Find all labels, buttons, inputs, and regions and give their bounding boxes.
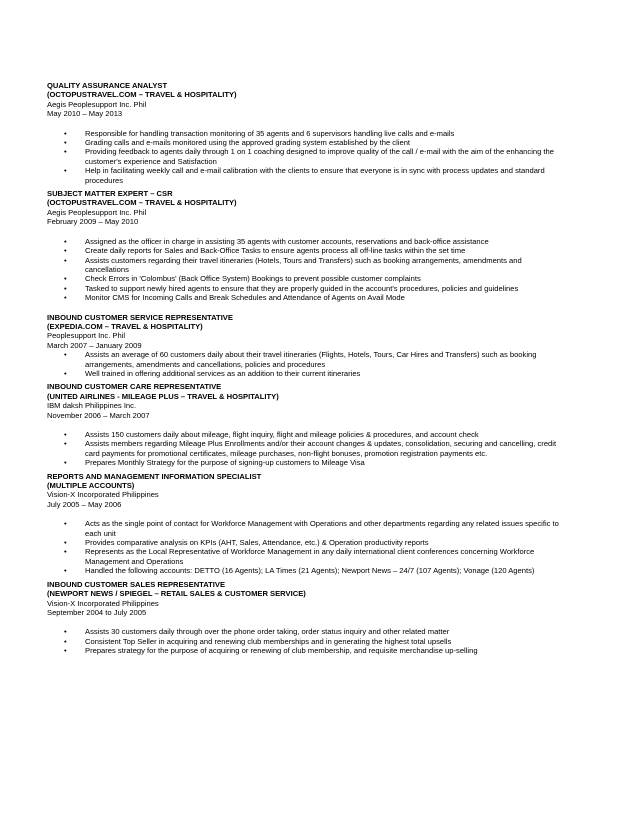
- job-account: (OCTOPUSTRAVEL.COM – TRAVEL & HOSPITALITY): [47, 90, 237, 100]
- job-entry-reports-mis: [47, 472, 567, 576]
- job-company: Vision-X Incorporated Philippines: [47, 490, 159, 500]
- bullet-item: • Assigned as the officer in charge in assisting 35 agents with customer accounts, reservations and back-office assistance: [47, 237, 567, 246]
- job-dates: July 2005 – May 2006: [47, 499, 122, 509]
- job-entry-customer-sales: [47, 580, 567, 656]
- bullet-item: • Assists members regarding Mileage Plus Enrollments and/or their account changes & updates, consolidation, securing and cancelling, credit card payments for promotional certificates, mileage purchases, non-flight bonuses, promotion registration payments etc.: [47, 439, 567, 458]
- bullet-item: • Assists an average of 60 customers daily about their travel itineraries (Flights, Hotels, Tours, Car Hires and Transfers) such as booking arrangements, amendments and cancellations, policies and procedures: [47, 350, 567, 369]
- job-account: (MULTIPLE ACCOUNTS): [47, 481, 135, 491]
- job-entry-qa-analyst: [47, 81, 567, 185]
- bullet-item: • Providing feedback to agents daily through 1 on 1 coaching designed to improve quality of the call / e-mail with the aim of the enhancing the customer's experience and Satisfaction: [47, 147, 567, 166]
- bullet-item: • Assists 30 customers daily through over the phone order taking, order status inquiry and other related matter: [47, 627, 567, 636]
- job-entry-customer-care: [47, 382, 567, 467]
- bullet-item: • Grading calls and e-mails monitored using the approved grading system established by the client: [47, 138, 567, 147]
- job-title: SUBJECT MATTER EXPERT – CSR: [47, 189, 173, 199]
- job-title: INBOUND CUSTOMER SERVICE REPRESENTATIVE: [47, 312, 233, 322]
- bullet-item: • Help in facilitating weekly call and e-mail calibration with the clients to ensure that everyone is in sync with process updates and standard procedures: [47, 166, 567, 185]
- bullet-item: • Check Errors in 'Colombus' (Back Office System) Bookings to prevent possible customer complaints: [47, 274, 567, 283]
- job-dates: September 2004 to July 2005: [47, 607, 147, 617]
- job-bullets: [47, 519, 567, 575]
- bullet-item: • Represents as the Local Representative of Workforce Management in any daily international client conferences concerning Workforce Management and Operations: [47, 547, 567, 566]
- job-bullets: [47, 237, 567, 303]
- job-dates: May 2010 – May 2013: [47, 109, 123, 119]
- job-title: INBOUND CUSTOMER CARE REPRESENTATIVE: [47, 382, 222, 392]
- bullet-item: • Responsible for handling transaction monitoring of 35 agents and 6 supervisors handling live calls and e-mails: [47, 129, 567, 138]
- bullet-item: • Consistent Top Seller in acquiring and renewing club memberships and in generating the highest total upsells: [47, 637, 567, 646]
- job-dates: March 2007 – January 2009: [47, 340, 142, 350]
- bullet-item: • Handled the following accounts: DETTO (16 Agents); LA Times (21 Agents); Newport News – 24/7 (107 Agents); Vonage (120 Agents): [47, 566, 567, 575]
- job-bullets: [47, 627, 567, 655]
- job-entry-inbound-csr: [47, 313, 567, 379]
- job-company: Peoplesupport Inc. Phil: [47, 331, 126, 341]
- job-bullets: [47, 129, 567, 185]
- bullet-item: • Prepares Monthly Strategy for the purpose of signing-up customers to Mileage Visa: [47, 458, 567, 467]
- job-company: Aegis Peoplesupport Inc. Phil: [47, 99, 147, 109]
- job-title: INBOUND CUSTOMER SALES REPRESENTATIVE: [47, 579, 226, 589]
- bullet-item: • Acts as the single point of contact for Workforce Management with Operations and other departments regarding any related issues specific to each unit: [47, 519, 567, 538]
- job-bullets: [47, 430, 567, 468]
- bullet-item: • Create daily reports for Sales and Back-Office Tasks to ensure agents process all off-line tasks within the set time: [47, 246, 567, 255]
- bullet-item: • Assists customers regarding their travel itineraries (Hotels, Tours and Transfers) such as booking arrangements, amendments and cancellations: [47, 256, 567, 275]
- work-experience: [47, 81, 567, 656]
- job-company: IBM daksh Philippines Inc.: [47, 401, 137, 411]
- bullet-item: • Well trained in offering additional services as an addition to their current itineraries: [47, 369, 567, 378]
- job-title: REPORTS AND MANAGEMENT INFORMATION SPECIALIST: [47, 471, 262, 481]
- bullet-item: • Provides comparative analysis on KPIs (AHT, Sales, Attendance, etc.) & Operation productivity reports: [47, 538, 567, 547]
- job-account: (OCTOPUSTRAVEL.COM – TRAVEL & HOSPITALITY): [47, 198, 237, 208]
- bullet-item: • Assists 150 customers daily about mileage, flight inquiry, flight and mileage policies & procedures, and account check: [47, 430, 567, 439]
- job-bullets: [47, 350, 567, 378]
- job-company: Aegis Peoplesupport Inc. Phil: [47, 207, 147, 217]
- job-dates: February 2009 – May 2010: [47, 217, 139, 227]
- bullet-item: • Monitor CMS for Incoming Calls and Break Schedules and Attendance of Agents on Avail Mode: [47, 293, 567, 302]
- job-company: Vision-X Incorporated Philippines: [47, 598, 159, 608]
- job-entry-sme-csr: [47, 189, 567, 302]
- job-account: (EXPEDIA.COM – TRAVEL & HOSPITALITY): [47, 321, 203, 331]
- bullet-item: • Prepares strategy for the purpose of acquiring or renewing of club membership, and requisite merchandise up-selling: [47, 646, 567, 655]
- job-dates: November 2006 – March 2007: [47, 410, 150, 420]
- job-account: (NEWPORT NEWS / SPIEGEL – RETAIL SALES & CUSTOMER SERVICE): [47, 589, 306, 599]
- job-title: QUALITY ASSURANCE ANALYST: [47, 81, 168, 90]
- job-account: (UNITED AIRLINES - MILEAGE PLUS – TRAVEL & HOSPITALITY): [47, 391, 279, 401]
- bullet-item: • Tasked to support newly hired agents to ensure that they are properly guided in the account's procedures, policies and guidelines: [47, 284, 567, 293]
